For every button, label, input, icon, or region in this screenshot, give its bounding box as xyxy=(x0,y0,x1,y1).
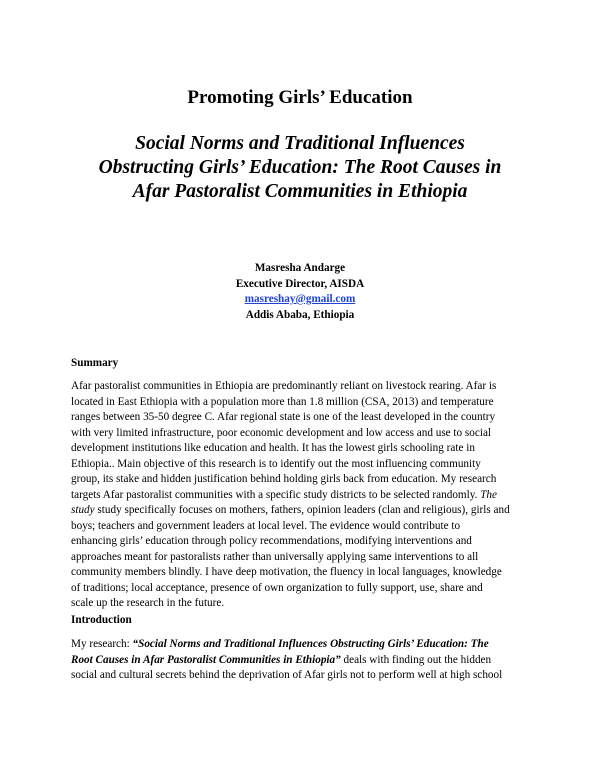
summary-line: scale up the research in the future. xyxy=(71,597,225,609)
subtitle-line: Social Norms and Traditional Influences xyxy=(135,133,465,154)
summary-line: approaches meant for pastoralists rather than universally applying same interventions to all xyxy=(71,550,479,563)
summary-line: community members blindly. I have deep motivation, the fluency in local languages, knowledge xyxy=(71,566,502,578)
summary-line: located in East Ethiopia with a population more than 1.8 million (CSA, 2013) and temperature xyxy=(71,395,494,408)
summary-line: targets Afar pastoralist communities with a specific study districts to be selected randomly. The xyxy=(71,488,497,501)
author-block xyxy=(0,261,600,323)
summary-line: boys; teachers and government leaders at local level. The evidence would contribute to xyxy=(71,519,461,532)
summary-line: group, its stake and hidden justification behind holding girls back from education. My research xyxy=(71,473,497,485)
research-title-quote: “Social Norms and Traditional Influences Obstructing Girls’ Education: The xyxy=(132,638,489,650)
summary-line: development institutions like education and health. It has the lowest girls schooling rate in xyxy=(71,442,475,454)
summary-line: of traditions; local acceptance, presence of own organization to fully support, use, share and xyxy=(71,581,483,594)
intro-line: social and cultural secrets behind the deprivation of Afar girls not to perform well at high school xyxy=(71,669,503,681)
summary-paragraph xyxy=(71,379,531,612)
intro-line: Root Causes in Afar Pastoralist Communities in Ethiopia” deals with finding out the hidden xyxy=(71,653,492,666)
summary-line: enhancing girls’ education through policy recommendations, modifying interventions and xyxy=(71,535,472,547)
italic-study: study xyxy=(71,504,95,516)
summary-line: Afar pastoralist communities in Ethiopia are predominantly reliant on livestock rearing. Afar is xyxy=(71,380,497,392)
summary-line: with very limited infrastructure, poor economic development and low access and use to social xyxy=(71,426,492,439)
document-title: Promoting Girls’ Education xyxy=(187,87,413,108)
italic-the: The xyxy=(480,488,497,501)
author-email-link[interactable]: masreshay@gmail.com xyxy=(244,293,356,305)
introduction-heading: Introduction xyxy=(71,614,132,626)
author-location: Addis Ababa, Ethiopia xyxy=(245,308,355,321)
summary-line: study study specifically focuses on mothers, fathers, opinion leaders (clan and religious), girls and xyxy=(71,504,510,516)
author-name: Masresha Andarge xyxy=(254,262,346,274)
subtitle-line: Afar Pastoralist Communities in Ethiopia xyxy=(132,181,468,202)
subtitle-line: Obstructing Girls’ Education: The Root Causes in xyxy=(98,157,502,178)
summary-line: Ethiopia.. Main objective of this research is to identify out the most influencing community xyxy=(71,457,481,470)
intro-line: My research: “Social Norms and Traditional Influences Obstructing Girls’ Education: The xyxy=(71,638,489,650)
author-position: Executive Director, AISDA xyxy=(235,277,365,290)
summary-heading: Summary xyxy=(71,357,119,369)
document-subtitle xyxy=(70,132,530,204)
summary-line: ranges between 35-50 degree C. Afar regional state is one of the least developed in the country xyxy=(71,411,496,423)
research-title-quote: Root Causes in Afar Pastoralist Communities in Ethiopia” xyxy=(71,653,341,666)
introduction-paragraph xyxy=(71,637,531,684)
